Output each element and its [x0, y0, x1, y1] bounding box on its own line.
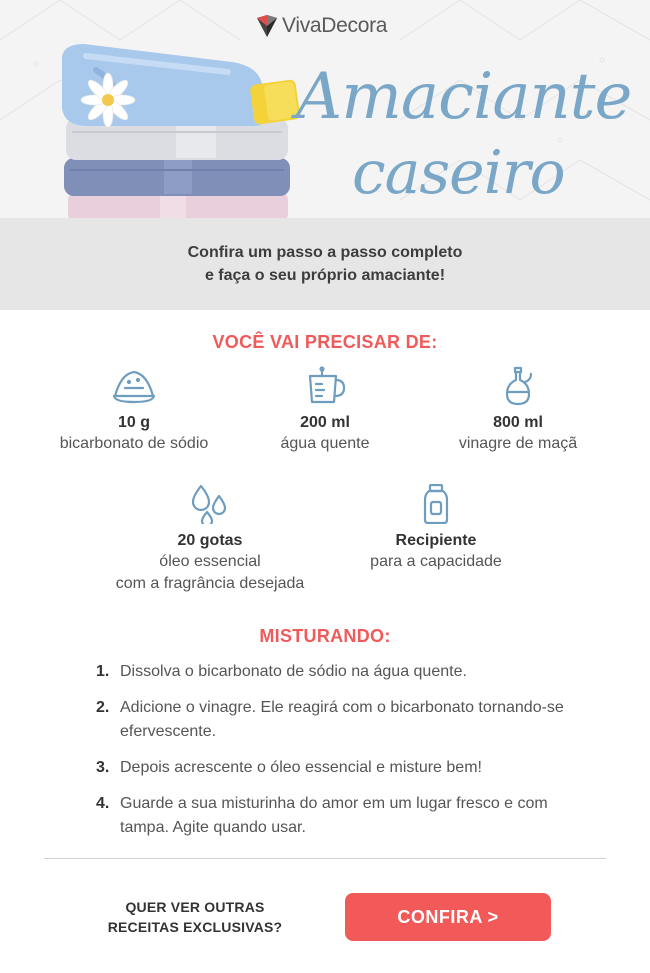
ingredient-baking-soda — [24, 366, 244, 455]
confira-button[interactable]: CONFIRA > — [345, 893, 551, 941]
list-item — [96, 792, 566, 840]
cta-text-line1: QUER VER OUTRAS — [125, 899, 265, 915]
step-text: Adicione o vinagre. Ele reagirá com o bicarbonato tornando-se efervescente. — [120, 699, 564, 740]
intro-line-1: Confira um passo a passo completo — [187, 244, 463, 261]
list-item — [96, 696, 566, 744]
ingredient-desc-line1: óleo essencial — [159, 553, 261, 570]
ingredient-vinegar — [408, 366, 628, 455]
page-title-line1: Amaciante — [296, 60, 632, 134]
vinegar-bottle-icon — [495, 366, 541, 406]
page-title-line2: caseiro — [352, 138, 565, 208]
divider — [44, 858, 606, 859]
ingredient-qty: Recipiente — [395, 532, 477, 549]
logo-text: VivaDecora — [282, 14, 388, 37]
step-number: 4. — [96, 795, 110, 812]
step-number: 2. — [96, 699, 110, 716]
ingredient-essential-oil — [100, 484, 320, 595]
ingredient-desc: bicarbonato de sódio — [59, 435, 209, 452]
ingredient-desc: vinagre de maçã — [458, 435, 578, 452]
hero-banner — [0, 0, 650, 218]
mixing-heading: MISTURANDO: — [259, 626, 391, 646]
ingredient-desc: água quente — [280, 435, 370, 452]
cta-text — [80, 897, 310, 937]
ingredient-qty: 800 ml — [493, 414, 543, 431]
drops-icon — [187, 484, 233, 524]
step-number: 1. — [96, 663, 110, 680]
cta-text-line2: RECEITAS EXCLUSIVAS? — [107, 919, 283, 935]
measuring-cup-icon — [302, 366, 348, 406]
list-item — [96, 756, 566, 780]
vivadecora-logo-icon — [256, 14, 278, 38]
step-number: 3. — [96, 759, 110, 776]
intro-banner — [0, 218, 650, 310]
step-text: Guarde a sua misturinha do amor em um lugar fresco e com tampa. Agite quando usar. — [120, 795, 548, 836]
powder-pile-icon — [111, 366, 157, 406]
ingredient-qty: 20 gotas — [177, 532, 243, 549]
ingredient-desc: para a capacidade — [370, 553, 502, 570]
mixing-steps-list — [96, 660, 566, 852]
list-item — [96, 660, 566, 684]
step-text: Depois acrescente o óleo essencial e misture bem! — [120, 759, 482, 776]
ingredient-qty: 200 ml — [300, 414, 350, 431]
ingredient-qty: 10 g — [117, 414, 150, 431]
ingredients-heading: VOCÊ VAI PRECISAR DE: — [212, 332, 438, 352]
ingredient-desc-line2: com a fragrância desejada — [115, 575, 305, 592]
intro-line-2: e faça o seu próprio amaciante! — [204, 267, 446, 284]
ingredient-container — [326, 484, 546, 573]
container-bottle-icon — [413, 484, 459, 524]
step-text: Dissolva o bicarbonato de sódio na água quente. — [120, 663, 467, 680]
ingredient-hot-water — [215, 366, 435, 455]
vivadecora-logo[interactable] — [256, 14, 387, 38]
